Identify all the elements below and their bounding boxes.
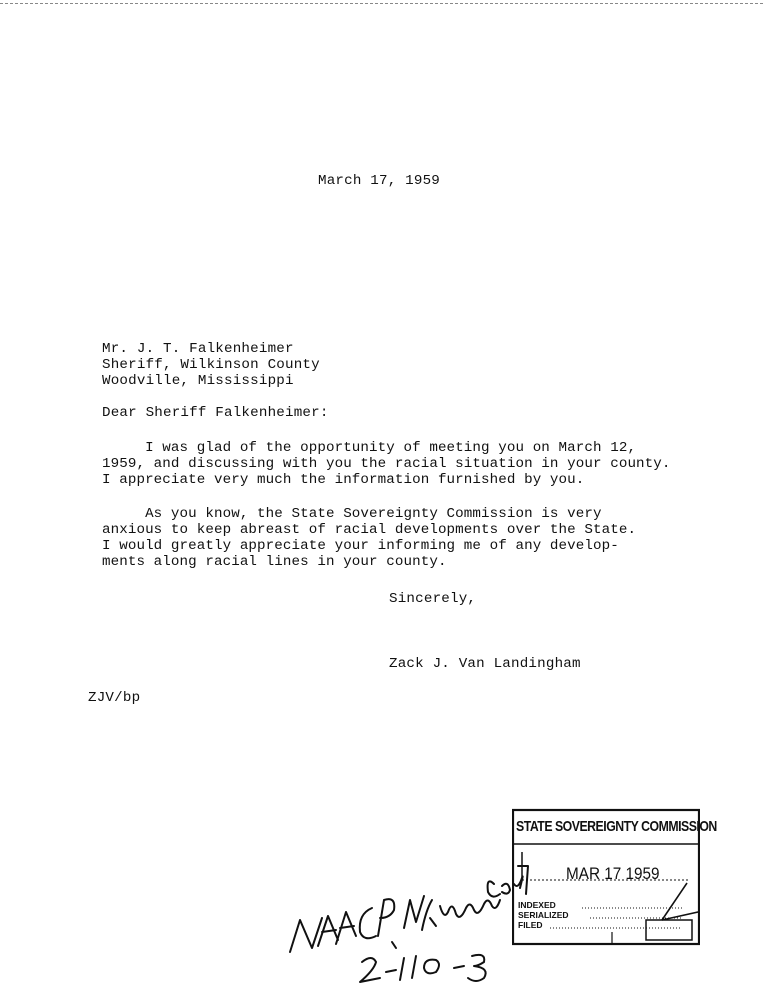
paragraph-2-line: ments along racial lines in your county. <box>102 554 447 570</box>
recipient-title: Sheriff, Wilkinson County <box>102 357 320 373</box>
letter-date: March 17, 1959 <box>318 173 440 189</box>
paragraph-1-line: 1959, and discussing with you the racial situation in your county. <box>102 456 671 472</box>
paragraph-2-line: I would greatly appreciate your informing me of any develop- <box>102 538 619 554</box>
stamp-row-serialized: SERIALIZED <box>518 910 569 920</box>
signature-name: Zack J. Van Landingham <box>389 656 581 672</box>
paragraph-1-line: I was glad of the opportunity of meeting you on March 12, <box>102 440 637 456</box>
recipient-location: Woodville, Mississippi <box>102 373 294 389</box>
paragraph-2-line: As you know, the State Sovereignty Commission is very <box>102 506 602 522</box>
stamp-title: STATE SOVEREIGNTY COMMISSION <box>516 818 717 835</box>
typist-initials: ZJV/bp <box>88 690 141 706</box>
paragraph-2-line: anxious to keep abreast of racial developments over the State. <box>102 522 637 538</box>
recipient-name: Mr. J. T. Falkenheimer <box>102 341 294 357</box>
stamp-date: MAR 17 1959 <box>566 864 660 883</box>
salutation: Dear Sheriff Falkenheimer: <box>102 405 329 421</box>
closing: Sincerely, <box>389 591 477 607</box>
paragraph-1-line: I appreciate very much the information furnished by you. <box>102 472 585 488</box>
stamp-row-filed: FILED <box>518 920 543 930</box>
stamp-row-indexed: INDEXED <box>518 900 556 910</box>
